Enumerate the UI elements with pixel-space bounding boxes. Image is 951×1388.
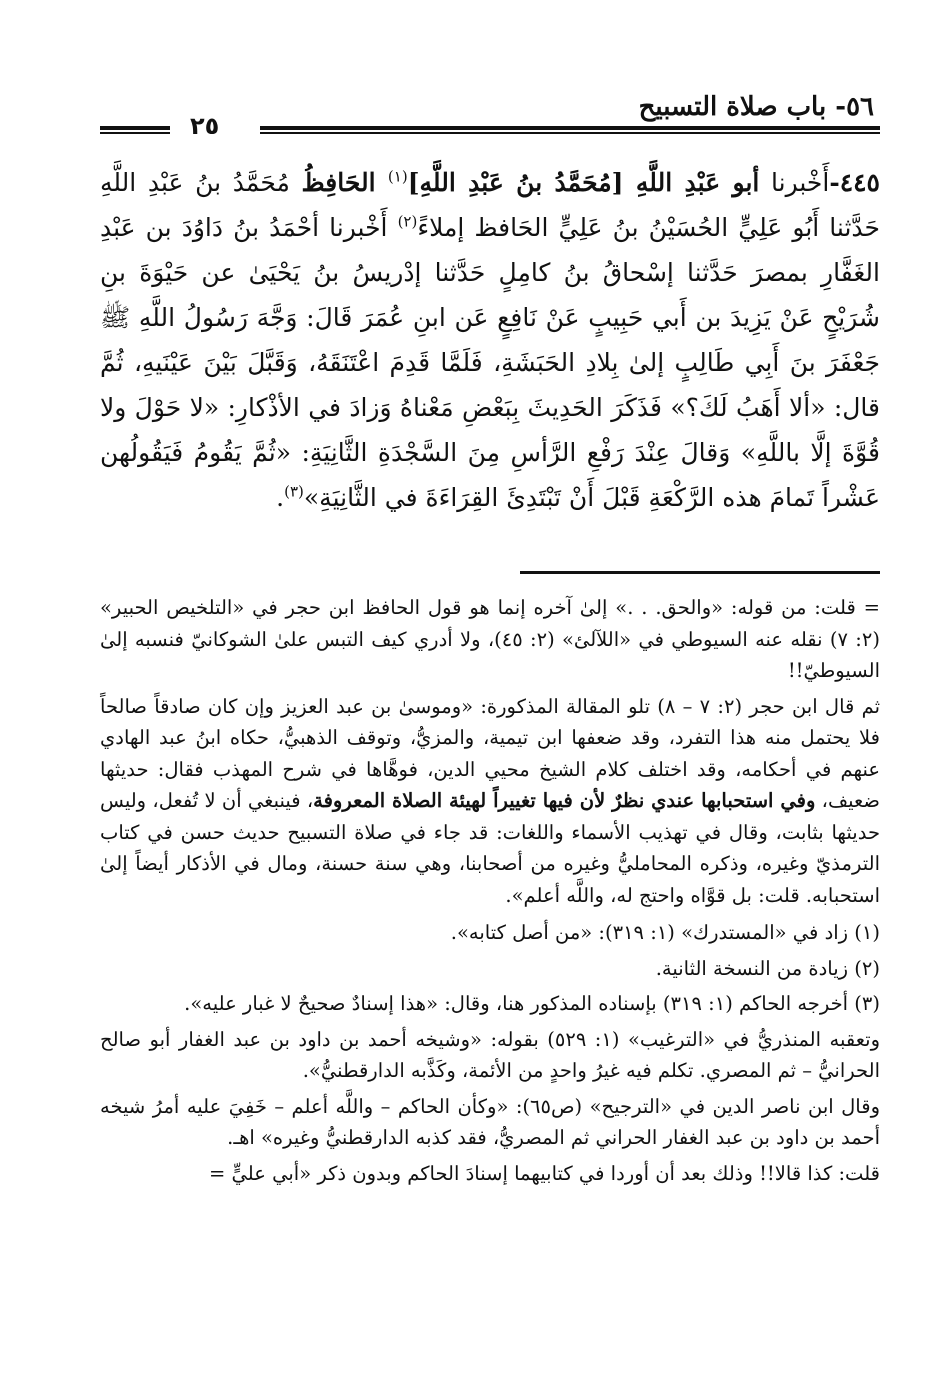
hadith-text: [100, 160, 880, 520]
note-bold-text: وفي استحبابها عندي نظرٌ لأن فيها تغييراً لهيئة الصلاة المعروفة: [313, 789, 816, 812]
hadith-paragraph: [100, 160, 880, 520]
note-text: ، فينبغي أن لا تُفعل، وليس حديثها بثابت، وقال في تهذيب الأسماء واللغات: قد جاء في صلاة التسبيح حديث حسن في كتاب الترمذيّ وغيره، وذكره المحامليُّ وغيره من أصحابنا، وهي سنة حسنة، ومال في الأذكار أيضاً إلىٰ استحبابه. قلت: بل قوَّاه واحتج له، واللَّه أعلم».: [100, 789, 880, 907]
note-paragraph: [100, 691, 880, 912]
hadith-end: .: [276, 483, 285, 512]
footnote-1: (١) زاد في «المستدرك» (١: ٣١٩): «من أصل كتابه».: [450, 921, 880, 944]
footnote-ref[interactable]: (١): [387, 167, 408, 186]
hadith-segment: أَخْبرنا أحْمَدُ بنُ دَاوُدَ بن عَبْدِ الغَفَّارِ بمصرَ حَدَّثنا إسْحاقُ بنُ كامِلٍ حَدَّثنا إدْريسُ بنُ يَحْيَىٰ عن حَيْوَةَ بنِ شُرَيْحٍ عَنْ يَزِيدَ بن أَبي حَبِيبٍ عَنْ نَافِعٍ عَن ابنِ عُمَرَ قَالَ: وَجَّهَ رَسُولُ اللَّهِ ﷺ جَعْفَرَ بنَ أَبِي طَالِبٍ إلىٰ بِلادِ الحَبَشَةِ، فَلَمَّا قَدِمَ اعْتَنَقَهُ، وَقَبَّلَ بَيْنَ عَيْنَيهِ، ثُمَّ قال: «ألا أَهَبُ لَكَ؟» فَذَكَرَ الحَدِيثَ بِبَعْضِ مَعْناهُ وَزادَ في الأذْكارِ: «لا حَوْلَ ولا قُوَّةَ إلَّا باللَّهِ» وَقالَ عِنْدَ رَفْعِ الرَّأسِ مِنَ السَّجْدَةِ الثَّانِيَةِ: «ثُمَّ يَقُومُ فَيَقُولُهن عَشْراً تَمامَ هذه الرَّكْعَةِ قَبْلَ أَنْ تَبْتَدِئَ القِرَاءَةَ في الثَّانِيَةِ»: [100, 213, 880, 512]
footnotes: [100, 592, 880, 1193]
narrator-name: أبو عَبْدِ اللَّهِ [مُحَمَّدُ بنُ عَبْدِ اللَّهِ]: [407, 168, 760, 197]
footnote-3-continued: وقال ابن ناصر الدين في «الترجيح» (ص٦٥): «وكأن الحاكم – واللَّه أعلم – خَفِيَ عليه أمرُ شيخه أحمد بن داود بن عبد الغفار الحراني ثم المصريُّ، فقد كذبه الدارقطنيُّ وغيره» اهـ.: [100, 1094, 880, 1149]
footnote-ref[interactable]: (٣): [284, 482, 304, 501]
narrator-title: الحَافِظُ: [301, 168, 388, 197]
running-header: [100, 92, 880, 140]
book-page: [100, 80, 880, 1320]
footnote-ref[interactable]: (٢): [397, 212, 418, 231]
footnote-3-continued: قلت: كذا قالا!! وذلك بعد أن أوردا في كتابيهما إسنادَ الحاكم وبدون ذكر «أبي عليٍّ =: [209, 1161, 880, 1185]
hadith-segment: أَخْبرنا: [759, 168, 830, 197]
footnote-2: (٢) زيادة من النسخة الثانية.: [655, 956, 880, 980]
header-rule-short: [100, 126, 170, 130]
hadith-segment: مُحَمَّدُ بنُ عَبْدِ اللَّهِ حَدَّثنا أَبُو عَلِيٍّ الحُسَيْنُ بنُ عَلِيٍّ الحَافظ إملاءً: [100, 168, 880, 242]
footnote-3: (٣) أخرجه الحاكم (١: ٣١٩) بإسناده المذكور هنا، وقال: «هذا إسنادٌ صحيحٌ لا غبار عليه».: [184, 992, 880, 1015]
note-text: ثم قال ابن حجر (٢: ٧ – ٨) تلو المقالة المذكورة: «وموسىٰ بن عبد العزيز وإن كان صادقاً صالحاً فلا يحتمل منه هذا التفرد، وقد ضعفها ابن تيمية، والمزيُّ، وتوقف الذهبيُّ، حكاه ابنُ عبد الهادي عنهم في أحكامه، وقد اختلف كلام الشيخ محيي الدين، فوهَّاها في شرح المهذب فقال: حديثها ضعيف،: [100, 694, 880, 812]
footnote-separator: [520, 571, 880, 574]
chapter-title: ٥٦- باب صلاة التسبيح: [638, 92, 874, 122]
hadith-number: ٤٤٥-: [829, 168, 880, 197]
header-rule: [260, 126, 880, 130]
footnote-3-continued: وتعقبه المنذريُّ في «الترغيب» (١: ٥٢٩) بقوله: «وشيخه أحمد بن داود بن عبد الغفار أبو صالح الحرانيُّ – ثم المصري. تكلم فيه غيرُ واحدٍ من الأئمة، وكَذَّبه الدارقطنيُّ».: [100, 1027, 880, 1082]
note-continuation: = قلت: من قوله: «والحق. . .» إلىٰ آخره إنما هو قول الحافظ ابن حجر في «التلخيص الحبير» (٢: ٧) نقله عنه السيوطي في «اللآلئ» (٢: ٤٥)، ولا أدري كيف التبس علىٰ الشوكانيّ فنسبه إلىٰ السيوطيّ!!: [100, 596, 880, 682]
page-number: ٢٥: [190, 112, 220, 140]
